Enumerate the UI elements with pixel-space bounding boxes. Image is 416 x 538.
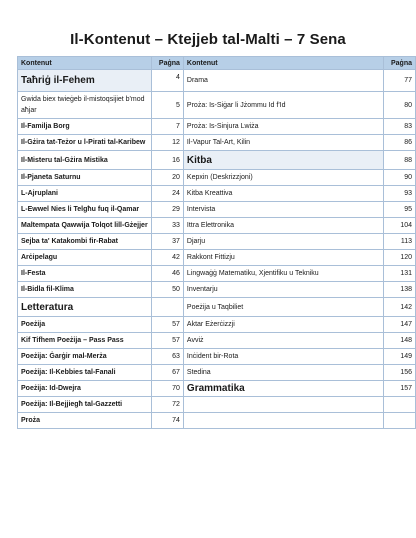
page-number: 72 (151, 397, 183, 413)
empty-cell (384, 397, 416, 413)
page-number: 90 (384, 170, 416, 186)
page-number: 95 (384, 202, 416, 218)
entry-title: Sejba ta' Katakombi fir-Rabat (18, 234, 152, 250)
page-number: 157 (384, 381, 416, 397)
page-number: 29 (151, 202, 183, 218)
entry-title: Gwida biex twieġeb il-mistoqsijiet b'mod aħjar (18, 92, 152, 119)
entry-title: L-Ewwel Nies li Telgħu fuq il-Qamar (18, 202, 152, 218)
page-number: 88 (384, 151, 416, 170)
page-number: 67 (151, 365, 183, 381)
page-number: 57 (151, 317, 183, 333)
contents-table (17, 56, 416, 429)
entry-title: Poeżija (18, 317, 152, 333)
table-row (18, 70, 416, 92)
entry-title: Aktar Eżerċizzji (183, 317, 383, 333)
table-row (18, 413, 416, 429)
section-heading: Letteratura (18, 298, 152, 317)
page-number: 93 (384, 186, 416, 202)
entry-title: Kif Tifhem Poeżija – Pass Pass (18, 333, 152, 349)
page-number: 12 (151, 135, 183, 151)
entry-title: Il-Misteru tal-Gżira Mistika (18, 151, 152, 170)
page-number: 20 (151, 170, 183, 186)
table-row (18, 135, 416, 151)
page-number: 80 (384, 92, 416, 119)
table-row (18, 317, 416, 333)
page-number: 77 (384, 70, 416, 92)
section-heading: Kitba (183, 151, 383, 170)
page-number: 148 (384, 333, 416, 349)
table-row (18, 333, 416, 349)
table-row (18, 119, 416, 135)
page-number: 16 (151, 151, 183, 170)
page-number: 37 (151, 234, 183, 250)
table-row (18, 298, 416, 317)
table-row (18, 218, 416, 234)
table-row (18, 365, 416, 381)
entry-title: Ittra Elettronika (183, 218, 383, 234)
entry-title: Intervista (183, 202, 383, 218)
empty-cell (183, 413, 383, 429)
page-number: 147 (384, 317, 416, 333)
table-row (18, 234, 416, 250)
page-number: 57 (151, 333, 183, 349)
page-number: 104 (384, 218, 416, 234)
page-number: 50 (151, 282, 183, 298)
entry-title: Il-Vapur Tal-Art, Kilin (183, 135, 383, 151)
page-number: 33 (151, 218, 183, 234)
entry-title: Poeżija: Id-Dwejra (18, 381, 152, 397)
section-heading: Grammatika (183, 381, 383, 397)
table-header-row (18, 57, 416, 70)
page-number: 113 (384, 234, 416, 250)
empty-cell (183, 397, 383, 413)
entry-title: Proża: Is-Siġar li Jżommu Id f'Id (183, 92, 383, 119)
entry-title: Il-Gżira tat-Teżor u l-Pirati tal-Karibew (18, 135, 152, 151)
table-row (18, 170, 416, 186)
entry-title: Poeżija: Il-Bejjiegħ tal-Gazzetti (18, 397, 152, 413)
entry-title: Kitba Kreattiva (183, 186, 383, 202)
page-number: 70 (151, 381, 183, 397)
page-number: 131 (384, 266, 416, 282)
page-number: 156 (384, 365, 416, 381)
page-number: 138 (384, 282, 416, 298)
empty-cell (384, 413, 416, 429)
page-number: 86 (384, 135, 416, 151)
page-number (151, 298, 183, 317)
entry-title: Poeżija u Taqbiliet (183, 298, 383, 317)
entry-title: Rakkont Fittizju (183, 250, 383, 266)
entry-title: Kepxin (Deskrizzjoni) (183, 170, 383, 186)
entry-title: Maltempata Qawwija Tolqot lill-Gżejjer (18, 218, 152, 234)
page-number: 63 (151, 349, 183, 365)
page-number: 42 (151, 250, 183, 266)
entry-title: Il-Festa (18, 266, 152, 282)
entry-title: Proża (18, 413, 152, 429)
entry-title: Djarju (183, 234, 383, 250)
table-row (18, 349, 416, 365)
entry-title: Lingwaġġ Matematiku, Xjentifiku u Tekniku (183, 266, 383, 282)
header-content-right: Kontenut (183, 57, 383, 70)
header-page-left: Paġna (151, 57, 183, 70)
table-row (18, 381, 416, 397)
header-content-left: Kontenut (18, 57, 152, 70)
page-number: 5 (151, 92, 183, 119)
entry-title: Poeżija: Ġarġir mal-Merża (18, 349, 152, 365)
section-heading: Taħriġ il-Fehem (18, 70, 152, 92)
entry-title: Il-Familja Borg (18, 119, 152, 135)
page-number: 24 (151, 186, 183, 202)
table-row (18, 186, 416, 202)
entry-title: Arċipelagu (18, 250, 152, 266)
entry-title: Inċident bir-Rota (183, 349, 383, 365)
table-row (18, 92, 416, 119)
page-number: 120 (384, 250, 416, 266)
page-number: 46 (151, 266, 183, 282)
page-number: 142 (384, 298, 416, 317)
page-number: 149 (384, 349, 416, 365)
page-number: 7 (151, 119, 183, 135)
table-row (18, 202, 416, 218)
page-number: 74 (151, 413, 183, 429)
entry-title: Il-Pjaneta Saturnu (18, 170, 152, 186)
table-row (18, 250, 416, 266)
table-row (18, 266, 416, 282)
entry-title: Avviż (183, 333, 383, 349)
table-row (18, 397, 416, 413)
table-row (18, 282, 416, 298)
entry-title: Inventarju (183, 282, 383, 298)
entry-title: Drama (183, 70, 383, 92)
entry-title: Proża: Is-Sinjura Lwiża (183, 119, 383, 135)
entry-title: Poeżija: Il-Kebbies tal-Fanali (18, 365, 152, 381)
entry-title: Il-Bidla fil-Klima (18, 282, 152, 298)
entry-title: L-Ajruplani (18, 186, 152, 202)
table-row (18, 151, 416, 170)
page-number: 4 (151, 70, 183, 92)
page-number: 83 (384, 119, 416, 135)
header-page-right: Paġna (384, 57, 416, 70)
page-title: Il-Kontenut – Ktejjeb tal-Malti – 7 Sena (70, 31, 346, 48)
entry-title: Stedina (183, 365, 383, 381)
